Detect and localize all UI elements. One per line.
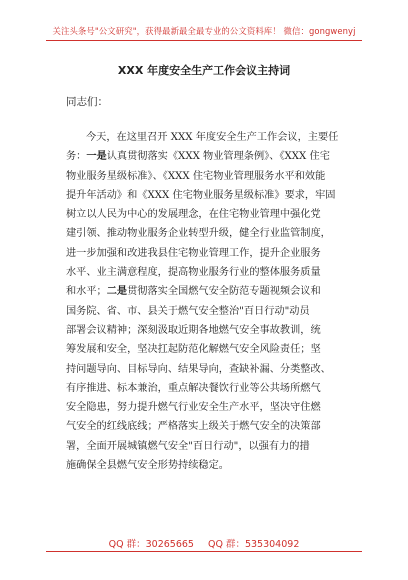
body-line [66,186,356,205]
body-line [66,263,356,282]
body-text: 务： [66,151,87,163]
body-line [66,456,356,475]
body-text: 今天，在这里召开 XXX 年度安全生产工作会议，主要任 [86,132,339,143]
footer-divider [46,551,362,552]
body-line [66,398,356,417]
body-text: 署，全面开展城镇燃气安全"百日行动"，以强有力的措 [66,440,310,452]
body-line [66,244,356,263]
salutation: 同志们： [66,96,108,108]
document-body [66,128,356,475]
header-banner: 关注头条号"公文研究"，获得最新最全最专业的公文资料库！ 微信：gongwenyj [52,26,356,36]
body-text: 建引领、推动物业服务企业转型升级，健全行业监管制度， [66,228,331,240]
bold-keyword: 一是 [86,150,107,163]
body-text: 气安全的红线底线；严格落实上级关于燃气安全的决策部 [66,421,321,433]
body-line [66,379,356,398]
body-line [66,321,356,340]
body-text: 和水平； [66,286,107,298]
footer-contact [0,536,408,550]
body-text: 国务院、省、市、县关于燃气安全整治"百日行动"动员 [66,305,310,317]
body-line [66,417,356,436]
body-text: 认真贯彻落实《XXX 物业管理条例》、《XXX 住宅 [106,151,330,163]
body-text: 筹发展和安全，坚决扛起防范化解燃气安全风险责任；坚 [66,344,321,356]
body-text: 物业服务星级标准》、《XXX 住宅物业管理服务水平和效能 [66,170,326,182]
body-line [66,302,356,321]
body-line [66,340,356,359]
body-text: 水平、业主满意程度，提高物业服务行业的整体服务质量 [66,267,321,279]
body-text: 部署会议精神；深刻汲取近期各地燃气安全事故教训，统 [66,324,321,336]
body-text: 贯彻落实全国燃气安全防范专题视频会议和 [127,286,321,298]
header-divider [46,40,362,41]
qq-group-2: QQ 群：535304092 [207,539,300,550]
body-line [66,282,356,301]
body-line [66,128,356,147]
body-text: 树立以人民为中心的发展理念，在住宅物业管理中强化党 [66,209,321,221]
body-line [66,437,356,456]
body-line [66,360,356,379]
body-text: 安全隐患，努力提升燃气行业安全生产水平，坚决守住燃 [66,402,321,414]
body-line [66,147,356,166]
body-text: 持问题导向、目标导向、结果导向，查缺补漏、分类整改、 [66,363,331,375]
document-title: XXX 年度安全生产工作会议主持词 [117,64,291,77]
body-line [66,224,356,243]
body-line [66,205,356,224]
body-text: 提升年活动》和《XXX 住宅物业服务星级标准》要求，牢固 [66,189,336,201]
body-text: 进一步加强和改进我县住宅物业管理工作，提升企业服务 [66,247,321,259]
body-line [66,167,356,186]
bold-keyword: 二是 [106,285,128,298]
body-text: 有序推进、标本兼治，重点解决餐饮行业等公共场所燃气 [66,382,321,394]
qq-group-1: QQ 群：30265665 [108,539,194,550]
body-text: 施确保全县燃气安全形势持续稳定。 [66,460,229,472]
